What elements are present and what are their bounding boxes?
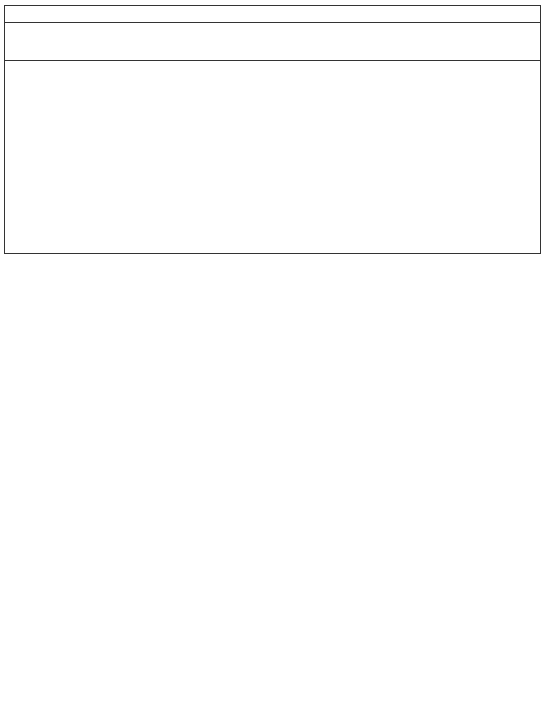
table-section [4,5,541,254]
header-rule-top [5,22,540,23]
header-rule-bottom [5,60,540,61]
